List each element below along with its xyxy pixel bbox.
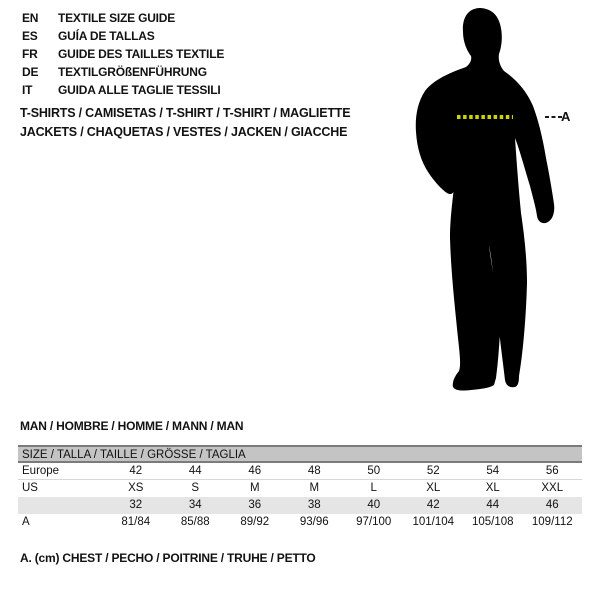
size-value: 97/100 [356,516,392,528]
size-value: M [309,482,320,494]
language-title: GUIDE DES TAILLES TEXTILE [58,47,225,61]
size-value: 81/84 [121,516,151,528]
language-title: GUIDA ALLE TAGLIE TESSILI [58,83,221,97]
language-code: ES [22,29,38,43]
size-value: 42 [426,499,440,511]
measure-point-label: A [561,109,571,124]
size-value: XL [485,482,500,494]
man-silhouette-figure [405,8,600,398]
language-code: EN [22,11,39,25]
size-value: 109/112 [531,516,573,528]
language-list [22,9,224,99]
row-label [18,497,106,514]
size-value: 54 [486,465,500,477]
size-value: 46 [545,499,559,511]
size-value: 85/88 [180,516,210,528]
size-value: 40 [367,499,381,511]
size-value: 93/96 [299,516,329,528]
language-title: TEXTILGRÖßENFÜHRUNG [58,65,207,79]
table-row-us [18,480,582,497]
size-table-header: SIZE / TALLA / TAILLE / GRÖSSE / TAGLIA [18,447,582,463]
size-value: 44 [188,465,202,477]
list-item [22,81,224,99]
size-value: 48 [307,465,321,477]
size-table [18,445,582,531]
language-title: TEXTILE SIZE GUIDE [58,11,176,25]
size-value: M [249,482,260,494]
garment-categories [20,104,350,142]
size-value: 56 [545,465,559,477]
size-value: 44 [486,499,500,511]
size-value: 50 [367,465,381,477]
row-label: Europe [22,465,60,477]
size-value: 89/92 [240,516,270,528]
man-silhouette-icon [405,8,600,398]
size-value: 34 [188,499,202,511]
size-value: XS [128,482,144,494]
list-item [22,9,224,27]
table-row-alt [18,497,582,514]
row-label: US [22,482,38,494]
size-value: 52 [426,465,440,477]
category-line-tshirts: T-SHIRTS / CAMISETAS / T-SHIRT / T-SHIRT / MAGLIETTE [20,106,351,120]
language-code: IT [22,83,33,97]
language-title: GUÍA DE TALLAS [58,29,155,43]
row-label: A [22,516,30,528]
list-item [22,45,224,63]
size-value: XXL [541,482,564,494]
size-value: L [370,482,377,494]
table-row-chest [18,514,582,531]
size-value: 105/108 [471,516,514,528]
section-title-man: MAN / HOMBRE / HOMME / MANN / MAN [20,419,244,433]
size-value: 38 [307,499,321,511]
language-code: FR [22,47,38,61]
size-value: 32 [129,499,143,511]
size-value: XL [426,482,441,494]
size-value: 36 [248,499,262,511]
size-value: 46 [248,465,262,477]
table-row-europe [18,463,582,480]
measurement-footnote: A. (cm) CHEST / PECHO / POITRINE / TRUHE / PETTO [20,551,316,565]
list-item [22,27,224,45]
size-value: S [191,482,200,494]
size-value: 101/104 [412,516,455,528]
list-item [22,63,224,81]
size-value: 42 [129,465,143,477]
category-line-jackets: JACKETS / CHAQUETAS / VESTES / JACKEN / GIACCHE [20,125,348,139]
language-code: DE [22,65,39,79]
